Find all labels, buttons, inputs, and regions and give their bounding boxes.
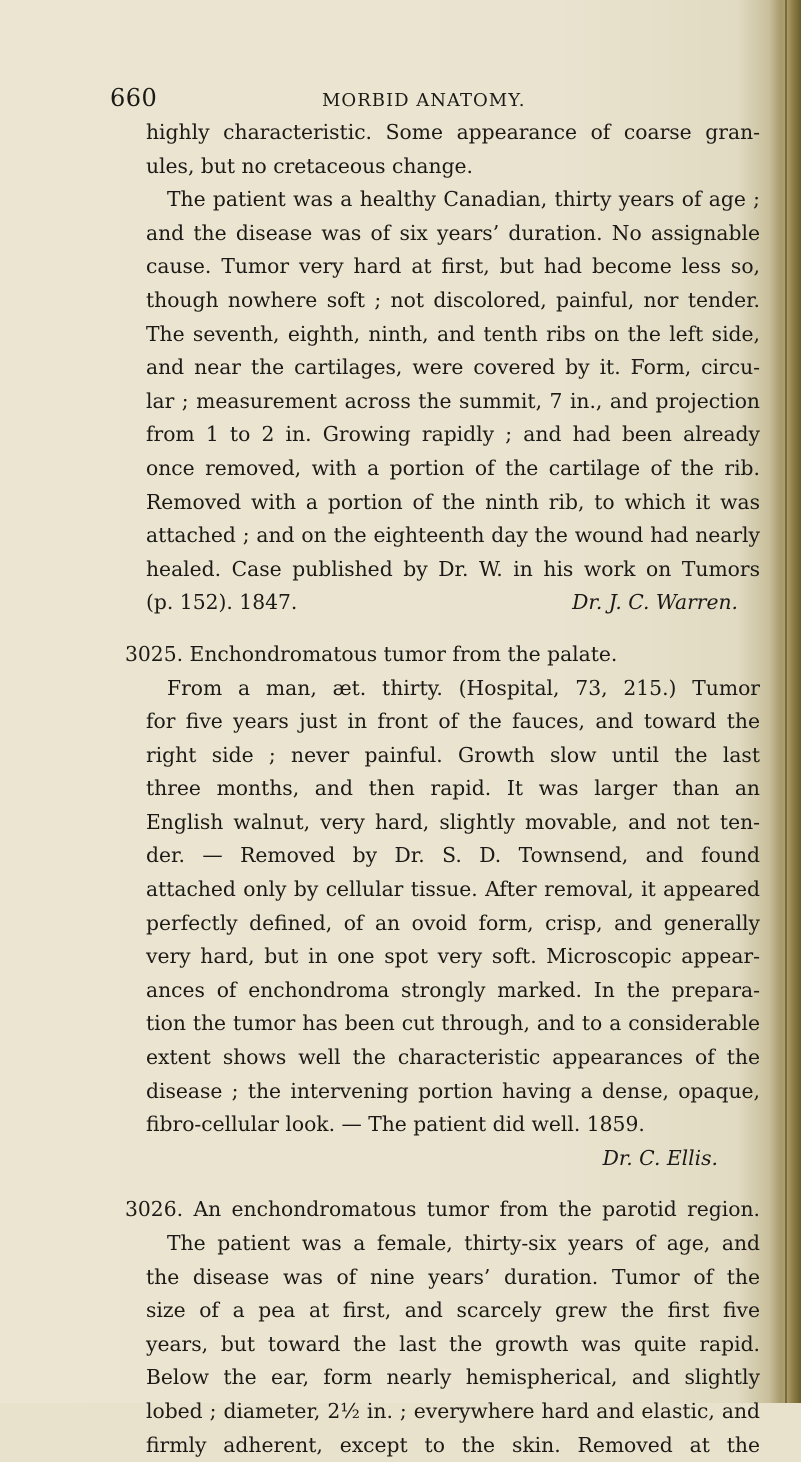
text-line: The patient was a female, thirty-six years of age, and xyxy=(167,1231,760,1255)
text-line: ances of enchondroma strongly marked. In the prepara- xyxy=(146,977,760,1002)
text-line: years, but toward the last the growth was quite rapid. xyxy=(146,1331,760,1356)
text-line: extent shows well the characteristic appearances of the xyxy=(146,1045,760,1070)
text-line: lar ; measurement across the summit, 7 in., and projection xyxy=(146,388,760,413)
text-line: firmly adherent, except to the skin. Removed at the xyxy=(146,1432,760,1457)
text-line: the disease was of nine years’ duration. Tumor of the xyxy=(146,1264,760,1289)
text-line: The patient was a healthy Canadian, thirty years of age ; xyxy=(167,187,760,212)
text-line: healed. Case published by Dr. W. in his work on Tumors xyxy=(146,556,760,581)
entry-heading: 3026. An enchondromatous tumor from the parotid region. xyxy=(125,1197,760,1222)
text-line: attached ; and on the eighteenth day the wound had nearly xyxy=(146,523,760,548)
text-line: attached only by cellular tissue. After removal, it appeared xyxy=(146,877,760,902)
text-line: lobed ; diameter, 2½ in. ; everywhere hard and elastic, and xyxy=(146,1398,760,1423)
text-line: Removed with a portion of the ninth rib, to which it was xyxy=(146,489,760,514)
text-line: perfectly defined, of an ovoid form, crisp, and generally xyxy=(146,910,760,935)
text-line: fibro-cellular look. — The patient did well. 1859. xyxy=(146,1112,645,1137)
text-line: though nowhere soft ; not discolored, painful, nor tender. xyxy=(146,287,760,312)
text-line: right side ; never painful. Growth slow until the last xyxy=(146,742,760,767)
text-line: Below the ear, form nearly hemispherical, and slightly xyxy=(146,1365,760,1390)
text-line: From a man, æt. thirty. (Hospital, 73, 215.) Tumor xyxy=(167,675,760,700)
text-line: The seventh, eighth, ninth, and tenth ribs on the left side, xyxy=(146,321,760,346)
text-line: highly characteristic. Some appearance of coarse gran- xyxy=(146,120,760,144)
book-spine-shadow xyxy=(779,0,801,1403)
text-line: cause. Tumor very hard at first, but had become less so, xyxy=(146,254,760,279)
running-head: MORBID ANATOMY. xyxy=(322,90,526,111)
citation-author: Dr. J. C. Warren. xyxy=(572,590,738,615)
entry-heading: 3025. Enchondromatous tumor from the palate. xyxy=(125,641,618,666)
text-line: and near the cartilages, were covered by it. Form, circu- xyxy=(146,355,760,380)
text-line: size of a pea at first, and scarcely grew the first five xyxy=(146,1298,760,1323)
text-line: once removed, with a portion of the cartilage of the rib. xyxy=(146,455,760,480)
text-line: ules, but no cretaceous change. xyxy=(146,153,474,178)
citation-author: Dr. C. Ellis. xyxy=(602,1145,718,1170)
text-line: tion the tumor has been cut through, and to a considerable xyxy=(146,1011,760,1036)
page-number: 660 xyxy=(110,84,158,112)
text-line: for five years just in front of the fauces, and toward the xyxy=(146,709,760,734)
text-line: disease ; the intervening portion having a dense, opaque, xyxy=(146,1078,760,1103)
text-line: three months, and then rapid. It was larger than an xyxy=(146,776,760,801)
text-line: very hard, but in one spot very soft. Microscopic appear- xyxy=(146,944,760,969)
text-line: from 1 to 2 in. Growing rapidly ; and had been already xyxy=(146,422,760,447)
citation-line xyxy=(146,586,760,620)
text-line: English walnut, very hard, slightly movable, and not ten- xyxy=(146,809,760,834)
body-text xyxy=(125,116,760,1462)
citation-reference: (p. 152). 1847. xyxy=(146,590,298,615)
book-spine-edge xyxy=(785,0,787,1403)
entry-gap xyxy=(146,620,760,638)
entry-gap xyxy=(146,1175,760,1193)
text-line: der. — Removed by Dr. S. D. Townsend, and found xyxy=(146,843,760,868)
text-line: and the disease was of six years’ duration. No assignable xyxy=(146,220,760,245)
